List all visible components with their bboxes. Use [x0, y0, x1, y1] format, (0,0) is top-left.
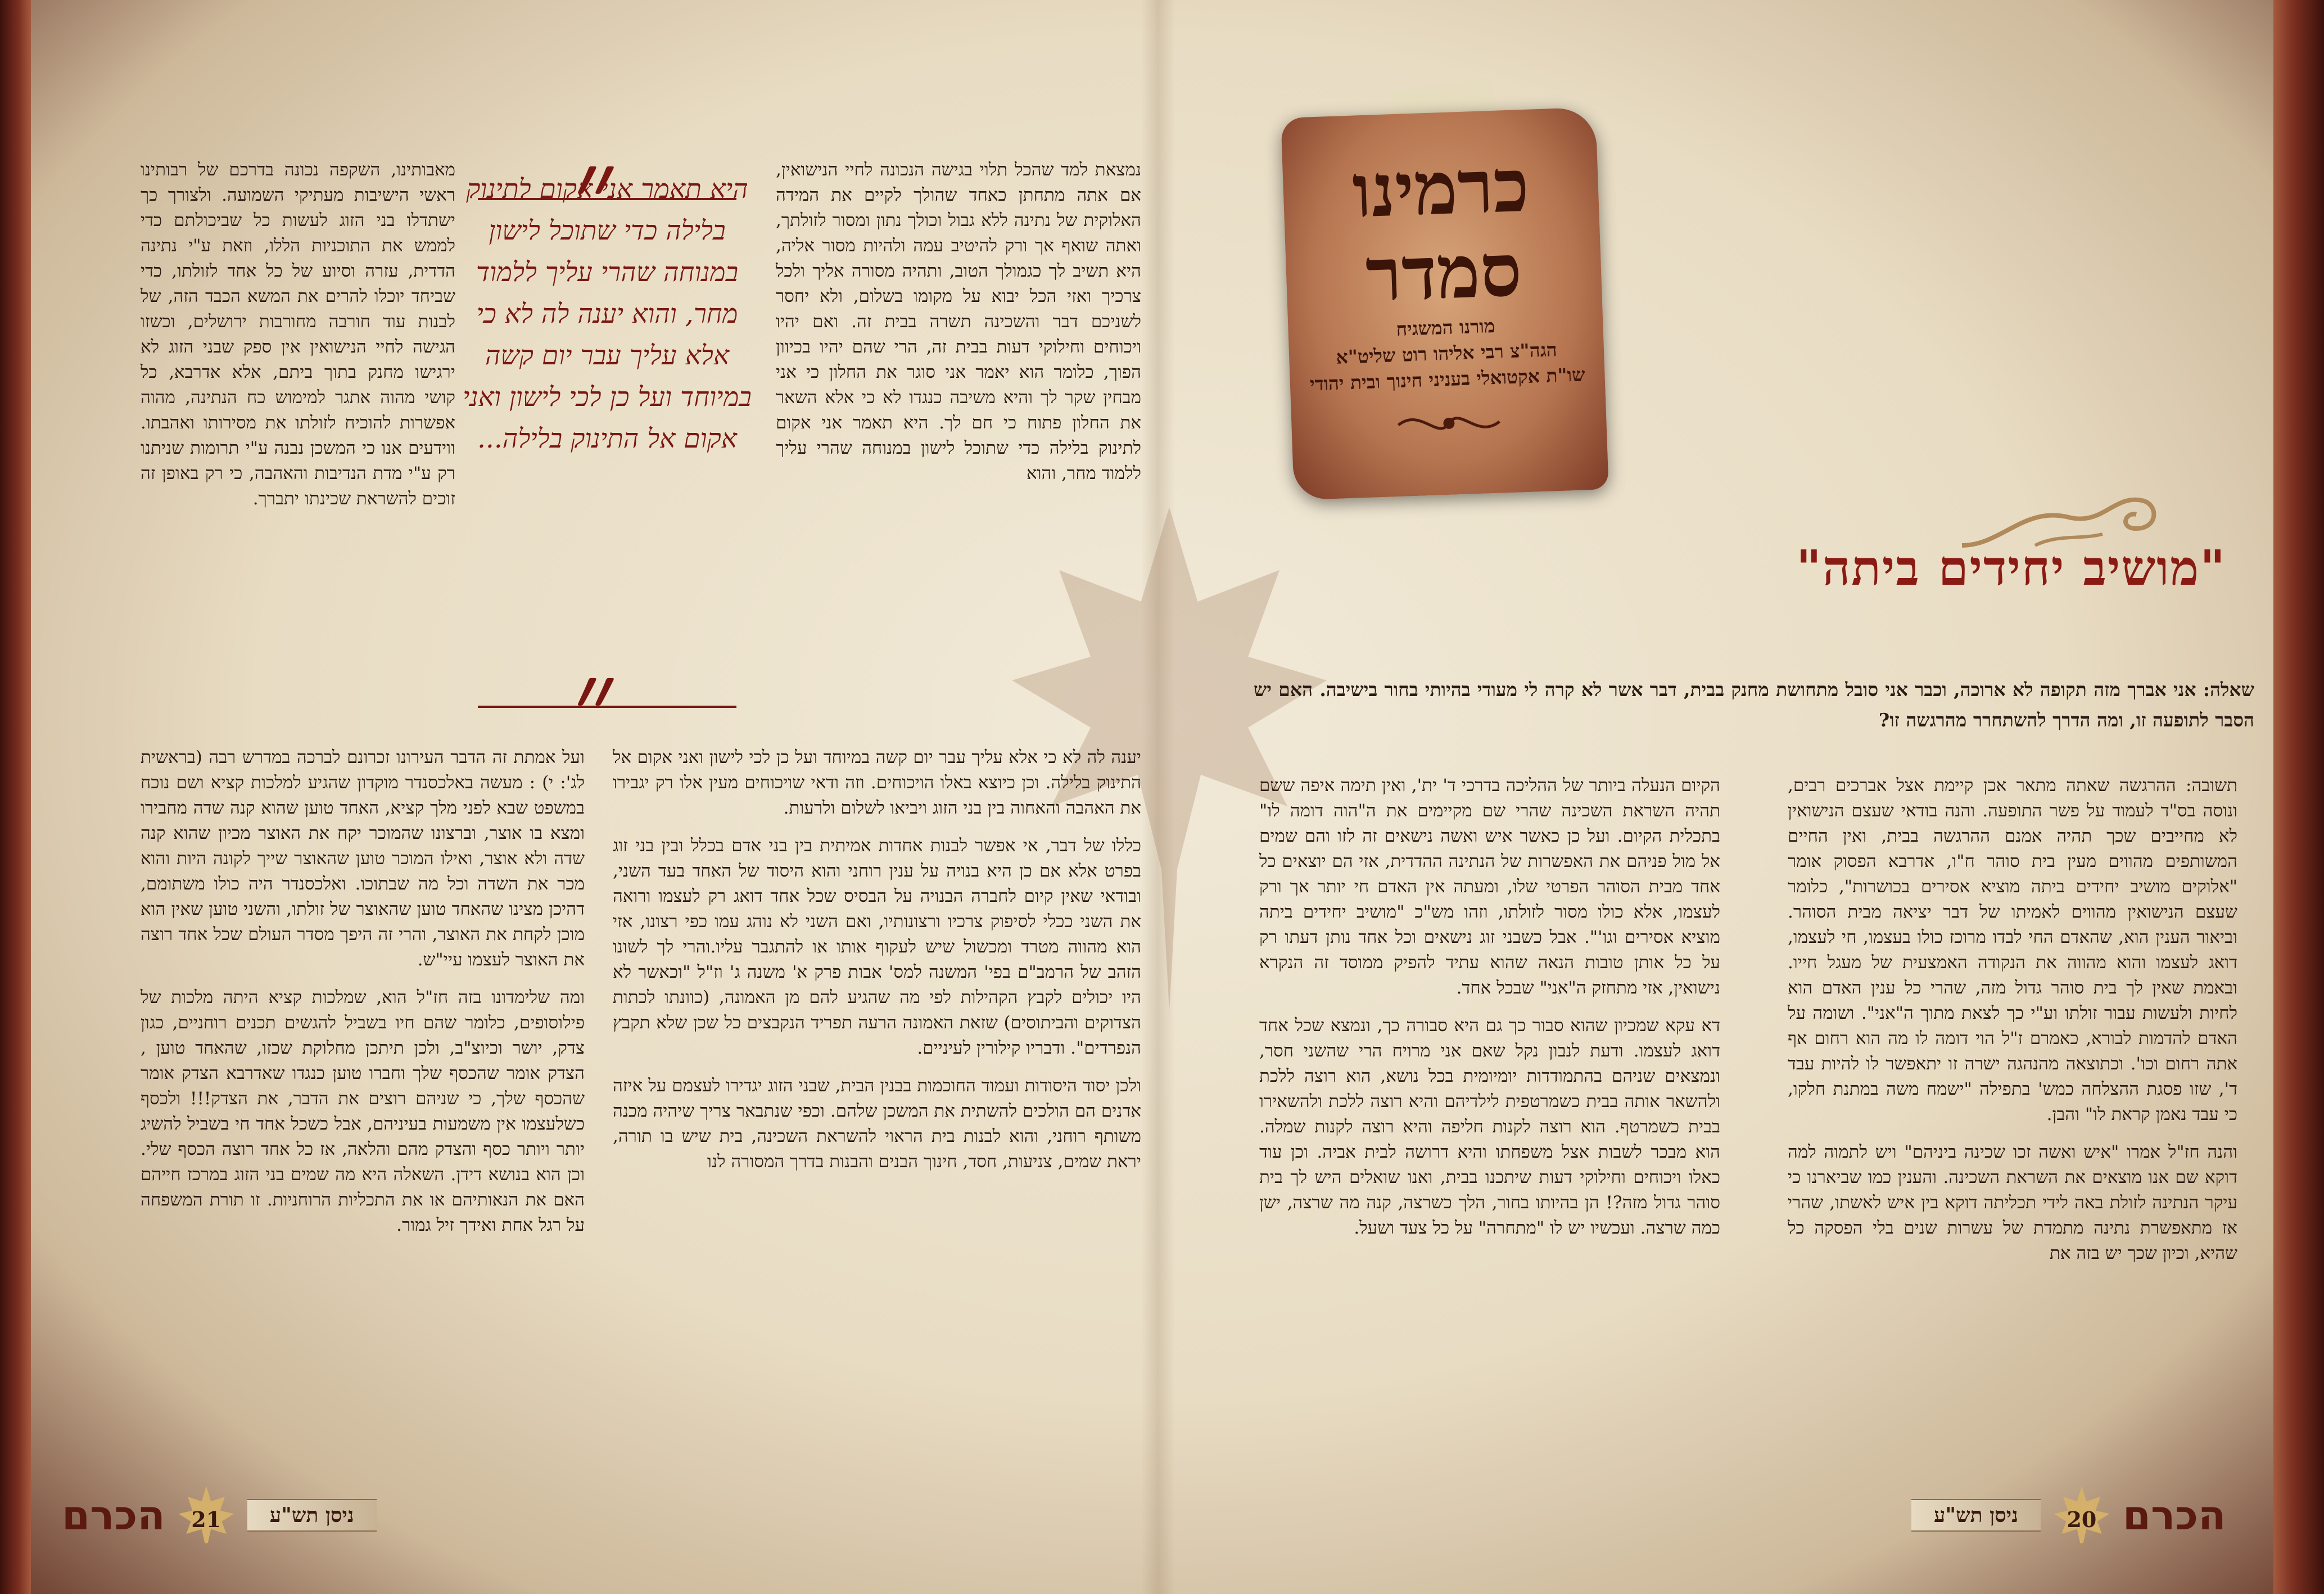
badge-subtitle-1: מורנו המשגיח [1395, 314, 1496, 341]
paragraph: והנה חז"ל אמרו "איש ואשה זכו שכינה ביניהם" ויש לתמוה למה דוקא שם אנו מוצאים את השראת השכינה. והענין כמו שביארנו כי עיקר הנתינה לזולת באה לידי תכליתה דוקא בין איש לאשתו, שהרי אז מתאפשרת נתינה מתמדת של עשרות שנים בלי הפסקה כל שהיא, וכיון שכך יש בזה את [1788, 1142, 2237, 1263]
left-page-footer [62, 1484, 377, 1546]
pull-quote: היא תאמר אני אקום לתינוק בלילה כדי שתוכל לישון במנוחה שהרי עליך ללמוד מחר, והוא יענה לה לא כי אלא עליך עבר יום קשה במיוחד ועל כן לכי לישון ואני אקום אל התינוק בלילה... [463, 174, 752, 454]
ornament-icon [1392, 401, 1505, 445]
text-column-1 [1788, 773, 2237, 1279]
badge-title-2: סמדר [1364, 227, 1523, 318]
paragraph: תשובה: ההרגשה שאתה מתאר אכן קיימת אצל אברכים רבים, ונוסה בס"ד לעמוד על פשר התופעה. והנה בודאי שעצם הנישואין לא מחייבים שכך תהיה אמנם ההרגשה בבית, ואין החיים המשותפים מהווים מעין בית סוהר ח"ו, אדרבא הפסוק אומר "אלוקים מושיב יחידים ביתה מוציא אסירים בכושרות", כלומר שעצם הנישואין מהווים לאמיתו של דבר יציאה מבית הסוהר. וביאור הענין הוא, שהאדם החי לבדו מרוכז כולו בעצמו, חי לעצמו, דואג לעצמו והוא מהווה את הנקודה האמצעית של מעגל חייו. ובאמת שאין לך בית סוהר גדול מזה, שהרי כל ענין האדם הוא לחיות ולעשות עבור זולתו וע"י כך לצאת מתוך ה"אני". ושומה על האדם להדמות לבורא, כאמרם ז"ל הוי דומה לו מה הוא רחום אף אתה רחום וכו'. וכתוצאה מהנהגה ישרה זו יתאפשר לו להיות עבד ד', שזו פסגת ההצלחה כמש' בתפילה "ישמח משה במתנת חלקו, כי עבד נאמן קראת לו" והבן. [1788, 775, 2237, 1125]
article-title: "מושיב יחידים ביתה" [1796, 540, 2226, 597]
paragraph: נמצאת למד שהכל תלוי בגישה הנכונה לחיי הנישואין, אם אתה מתחתן כאחד שהולך לקיים את המידה האלוקית של נתינה ללא גבול וכולך נתון ומסור לזולתך, ואתה שואף אך ורק להיטיב עמה ולהיות מסור אליה, היא תשיב לך כגמולך הטוב, ותהיה מסורה אליך ולכל צרכיך ואזי הכל יבוא על מקומו בשלום, ולא יחסר לשניכם דבר והשכינה תשרה בבית זה. ואם יהיו ויכוחים וחילוקי דעות בבית זה, הרי שהם יהיו בכיוון הפוך, כלומר הוא יאמר אני סוגר את החלון כי אני מבחין שקר לך והיא משיבה כנגדו לא כי אלא השאר את החלון פתוח כי חם לך. היא תאמר אני אקום לתינוק בלילה כדי שתוכל לישון במנוחה שהרי עליך ללמוד מחר, והוא [776, 160, 1141, 484]
magazine-logo: הכרם [2122, 1492, 2226, 1539]
badge-subtitle-3: שו"ת אקטואלי בעניני חינוך ובית יהודי [1309, 363, 1586, 395]
page-number: 20 [2067, 1506, 2097, 1532]
magazine-logo: הכרם [62, 1492, 165, 1539]
column-badge [1281, 107, 1608, 500]
paragraph: ומה שלימדונו בזה חז"ל הוא, שמלכות קציא היתה מלכות של פילוסופים, כלומר שהם חיו בשביל להגשים תכנים רוחניים, כגון צדק, יושר וכיוצ"ב, ולכן תיתכן מחלוקת שכזו, שהאחד טוען , הצדק אומר שהכסף שלך וחברו טוען כנגדו שאדרבא הצדק אומר שהכסף שלך, כי שניהם רוצים את הדבר, את הצדק!!! ולכסף כשלעצמו אין משמעות בעיניהם, אבל כשכל אחד חי בשביל להשיג יותר ויותר כסף והצדק מהם והלאה, אז כל אחד רוצה הכסף שלי. וכן הוא בנושא דידן. השאלה היא מה שמים בני הזוג במרכז חייהם האם את הנאותיהם או את התכליות הרוחניות. זו תורת המשפחה על רגל אחת ואידך זיל גמור. [141, 987, 585, 1235]
page-number: 21 [191, 1506, 221, 1532]
text-column-2 [1259, 773, 1720, 1253]
quote-open-mark: ״ [573, 122, 618, 260]
paragraph: מאבותינו, השקפה נכונה בדרכם של רבותינו ראשי הישיבות מעתיקי השמועה. ולצורך כך ישתדלו בני הזוג לעשות כל שביכולתם כדי לממש את התוכניות הללו, וזאת ע"י נתינה הדדית, עזרה וסיוע של כל אחד לזולתו, כדי שביחד יוכלו להרים את המשא הכבד הזה, של לבנות עוד חורבה מחורבות ירושלים, וכשזו הגישה לחיי הנישואין אין ספק שבני הזוג לא ירגישו מחנק בתוך ביתם, אלא אדרבא, כל קושי מהוה אתגר למימוש כח הנתינה, מהוה אפשרות להוכיח לזולתו את מסירותו ואהבתו. ווידעים אנו כי המשכן נבנה ע"י תרומות שניתנו רק ע"י מדת הנדיבות והאהבה, כי רק באופן זה זוכים להשראת שכינתו יתברך. [141, 160, 455, 509]
paragraph: ולכן יסוד היסודות ועמוד החוכמות בבנין הבית, שבני הזוג יגדירו לעצמם על איזה אדנים הם הולכים להשתית את המשכן שלהם. וכפי שנתבאר צריך שיהיה מכנה משותף רוחני, והוא לבנות בית הראוי להשראת השכינה, בית שיש בו תורה, יראת שמים, צניעות, חסד, חינוך הבנים והבנות בדרך המסורה לנו [613, 1076, 1141, 1172]
paragraph: כללו של דבר, אי אפשר לבנות אחדות אמיתית בין בני אדם בכלל ובין בני זוג בפרט אלא אם כן היא בנויה על ענין רוחני והוא היסוד של האחד בעד השני, ובודאי שאין קיום לחברה הבנויה על הבסיס שכל אחד דואג רק לעצמו ורואה את השני ככלי לסיפוק צרכיו ורצונותיו, ואם השני לא נוהג עמו כפי רצונו, אזי הוא מהווה מטרד ומכשול שיש לעקוף אותו או להתגבר עליו.והרי לך לשונו הזהב של הרמב"ם בפי' המשנה למס' אבות פרק א' משנה ג' וז"ל "וכאשר לא היו יכולים לקבץ הקהילות לפי מה שהגיע להם מן האמונה, (כוונתו לכתות הצדוקים והביתוסים) שזאת האמונה הרעה תפריד הנקבצים כל שכן שלא תקבץ הנפרדים". ודבריו קילורין לעיניים. [613, 836, 1141, 1058]
question-paragraph: שאלה: אני אברך מזה תקופה לא ארוכה, וכבר אני סובל מתחושת מחנק בבית, דבר אשר לא קרה לי מעודי בהיותי בחור בישיבה. האם יש הסבר לתופעה זו, ומה הדרך להשתחרר מהרגשה זו? [1254, 679, 2254, 731]
left-page-edge [0, 0, 31, 1594]
text-column-4-top [141, 157, 455, 524]
text-column-3-bottom [613, 745, 1141, 1187]
paragraph: דא עקא שמכיון שהוא סבור כך גם היא סבורה כך, ונמצא שכל אחד דואג לעצמו. ודעת לנבון נקל שאם אני מרויח הרי שהשני חסר, ונמצאים שניהם בהתמודדות יומיומית בכל נושא, הוא רוצה ללכת ולהשאר אותה בבית כשמרטפית לילדיהם והיא רוצה ללכת ולהשאירו בבית כשמרטף. הוא רוצה לקנות חליפה והיא רוצה לקנות שמלה. הוא מבכר לשבות אצל משפחתו והיא דרושה לבית אביה. וכן עוד כאלו ויכוחים וחילוקי דעות שיתכנו בבית, ואנו שואלים היש לך בית סוהר גדול מזה?! הן בהיותו בחור, הלך כשרצה, קנה מה שרצה, ישן כמה שרצה. ועכשיו יש לו "מתחרה" על כל צעד ושעל. [1259, 1015, 1720, 1238]
badge-title-1: כרמינו [1351, 142, 1531, 234]
paragraph: יענה לה לא כי אלא עליך עבר יום קשה במיוחד ועל כן לכי לישון ואני אקום אל התינוק בלילה. וכן כיוצא באלו הויכוחים. וזה ודאי שויכוחים מעין אלו רק יגבירו את האהבה והאחוה בין בני הזוג ויביאו לשלום ולרעות. [613, 747, 1141, 818]
issue-date: ניסן תש"ע [1911, 1499, 2041, 1532]
badge-subtitle-2: הגה"צ רבי אליהו רוט שליט"א [1335, 338, 1558, 368]
page-number-leaf-icon [175, 1484, 237, 1546]
quote-close-mark: ״ [573, 634, 618, 771]
right-page-edge [2273, 0, 2324, 1594]
text-column-4-bottom [141, 745, 585, 1250]
text-column-3-top [776, 157, 1141, 499]
paragraph: ועל אמתת זה הדבר העירונו זכרונם לברכה במדרש רבה (בראשית לג': י) : מעשה באלכסנדר מוקדון שהגיע למלכות קציא ושם נוכח במשפט שבא לפני מלך קציא, האחד טוען שהוא קנה שדה מחבירו ומצא בו אוצר, וברצונו שהמוכר יקח את האוצר מכיון שהוא קנה שדה ולא אוצר, ואילו המוכר טוען שהאוצר שייך לקונה היות והוא מכר את השדה וכל מה שבתוכו. ואלכסנדר היה כולו משתומם, דהיכן מצינו שהאחד טוען שהאוצר של זולתו, והשני טוען שאין הוא מוכן לקחת את האוצר, והרי זה היפך מסדר העולם שכל אחד רוצה את האוצר לעצמו עיי"ש. [141, 747, 585, 970]
paragraph: הקיום הנעלה ביותר של ההליכה בדרכי ד' ית', ואין תימה איפה ששם תהיה השראת השכינה שהרי שם מקיימים את ה"הוה דומה לו" בתכלית הקיום. ועל כן כאשר איש ואשה נישאים זה לזו והם שמים אל מול פניהם את האפשרות של הנתינה ההדדית, אזי הם יוצאים כל אחד מבית הסוהר הפרטי שלו, ומעתה אין האדם חי יותר אך ורק לעצמו, אלא כולו מסור לזולתו, וזהו מש"כ "מושיב יחידים ביתה מוציא אסירים וגו'". אבל כשבני זוג נישאים וכל אחד נותן דעתו רק על כל אותן טובות הנאה שהוא עתיד להפיק ממוסד זה הנקרא נישואין, אזי מתחזק ה"אני" שבכל אחד. [1259, 775, 1720, 998]
issue-date: ניסן תש"ע [247, 1499, 377, 1532]
right-page-footer [1911, 1484, 2226, 1546]
page-number-leaf-icon [2051, 1484, 2113, 1546]
